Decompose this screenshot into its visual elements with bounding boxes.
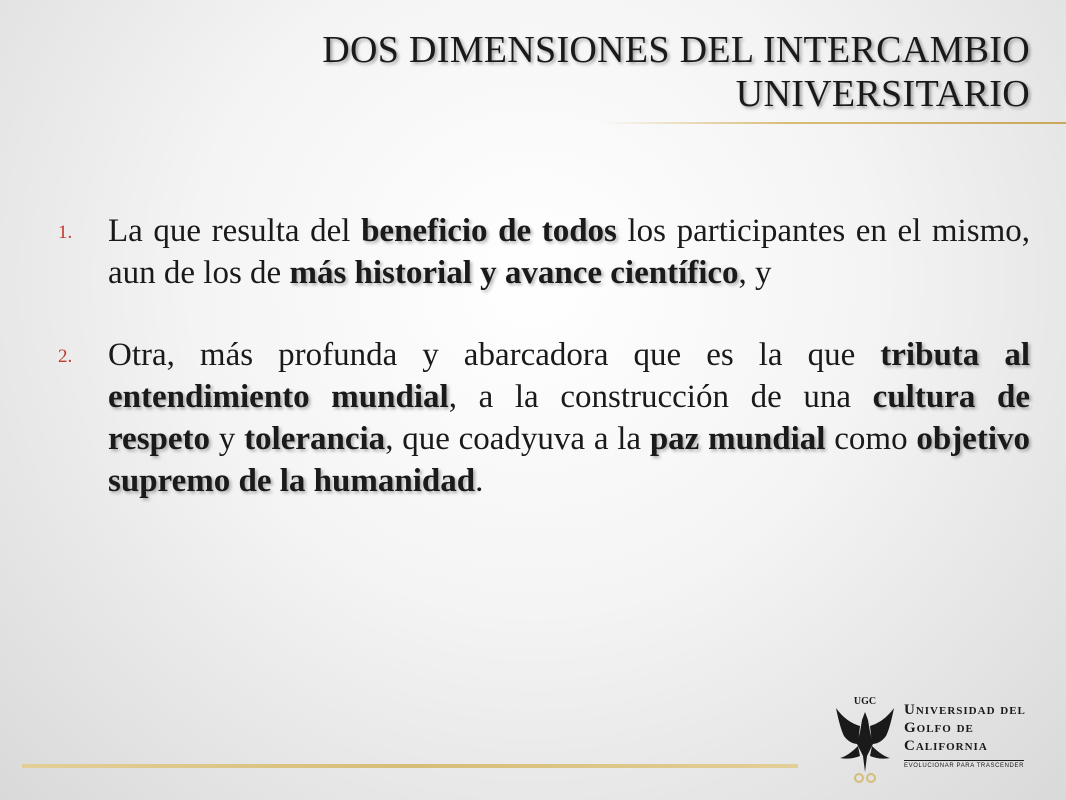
text-segment: como	[825, 421, 917, 457]
logo-line-2: Golfo de	[904, 720, 974, 736]
bold-segment: cultura de respeto	[108, 379, 1030, 457]
logo-tagline: EVOLUCIONAR PARA TRASCENDER	[904, 760, 1024, 769]
list-number: 2.	[58, 346, 73, 367]
title-divider	[600, 122, 1066, 124]
university-logo	[830, 686, 1050, 786]
text-segment: , y	[738, 255, 772, 291]
slide-title	[322, 28, 1030, 116]
bold-segment: objetivo supremo de la humanidad	[108, 421, 1030, 499]
logo-line-3: California	[904, 738, 988, 754]
text-segment: , que coadyuva a la	[385, 421, 650, 457]
logo-line-1: Universidad del	[904, 702, 1026, 718]
bold-segment: más historial y avance científico	[289, 255, 739, 291]
list-item-text	[108, 210, 1030, 294]
list-item-text	[108, 334, 1030, 502]
text-segment: Otra, más profunda y abarcadora que es la que	[108, 337, 881, 373]
text-segment: , a la construcción de una	[448, 379, 873, 415]
list-number: 1.	[58, 222, 73, 243]
dimensions-list	[58, 210, 1030, 542]
bold-segment: tolerancia	[244, 421, 386, 457]
text-segment: los participantes en el mismo, aun de los de	[108, 213, 1030, 291]
slide-title-line-1: DOS DIMENSIONES DEL INTERCAMBIO	[322, 29, 1030, 71]
eagle-crest-icon	[830, 686, 900, 786]
list-item-2	[58, 334, 1030, 502]
list-item-1	[58, 210, 1030, 294]
slide-title-line-2: UNIVERSITARIO	[735, 73, 1030, 115]
bold-segment: beneficio de todos	[361, 213, 617, 249]
text-segment: .	[475, 463, 484, 499]
text-segment: La que resulta del	[108, 213, 362, 249]
footer-divider	[22, 764, 798, 768]
bold-segment: paz mundial	[649, 421, 826, 457]
text-segment: y	[210, 421, 245, 457]
crest-letters: UGC	[853, 696, 877, 707]
bold-segment: tributa al entendimiento mundial	[108, 337, 1030, 415]
